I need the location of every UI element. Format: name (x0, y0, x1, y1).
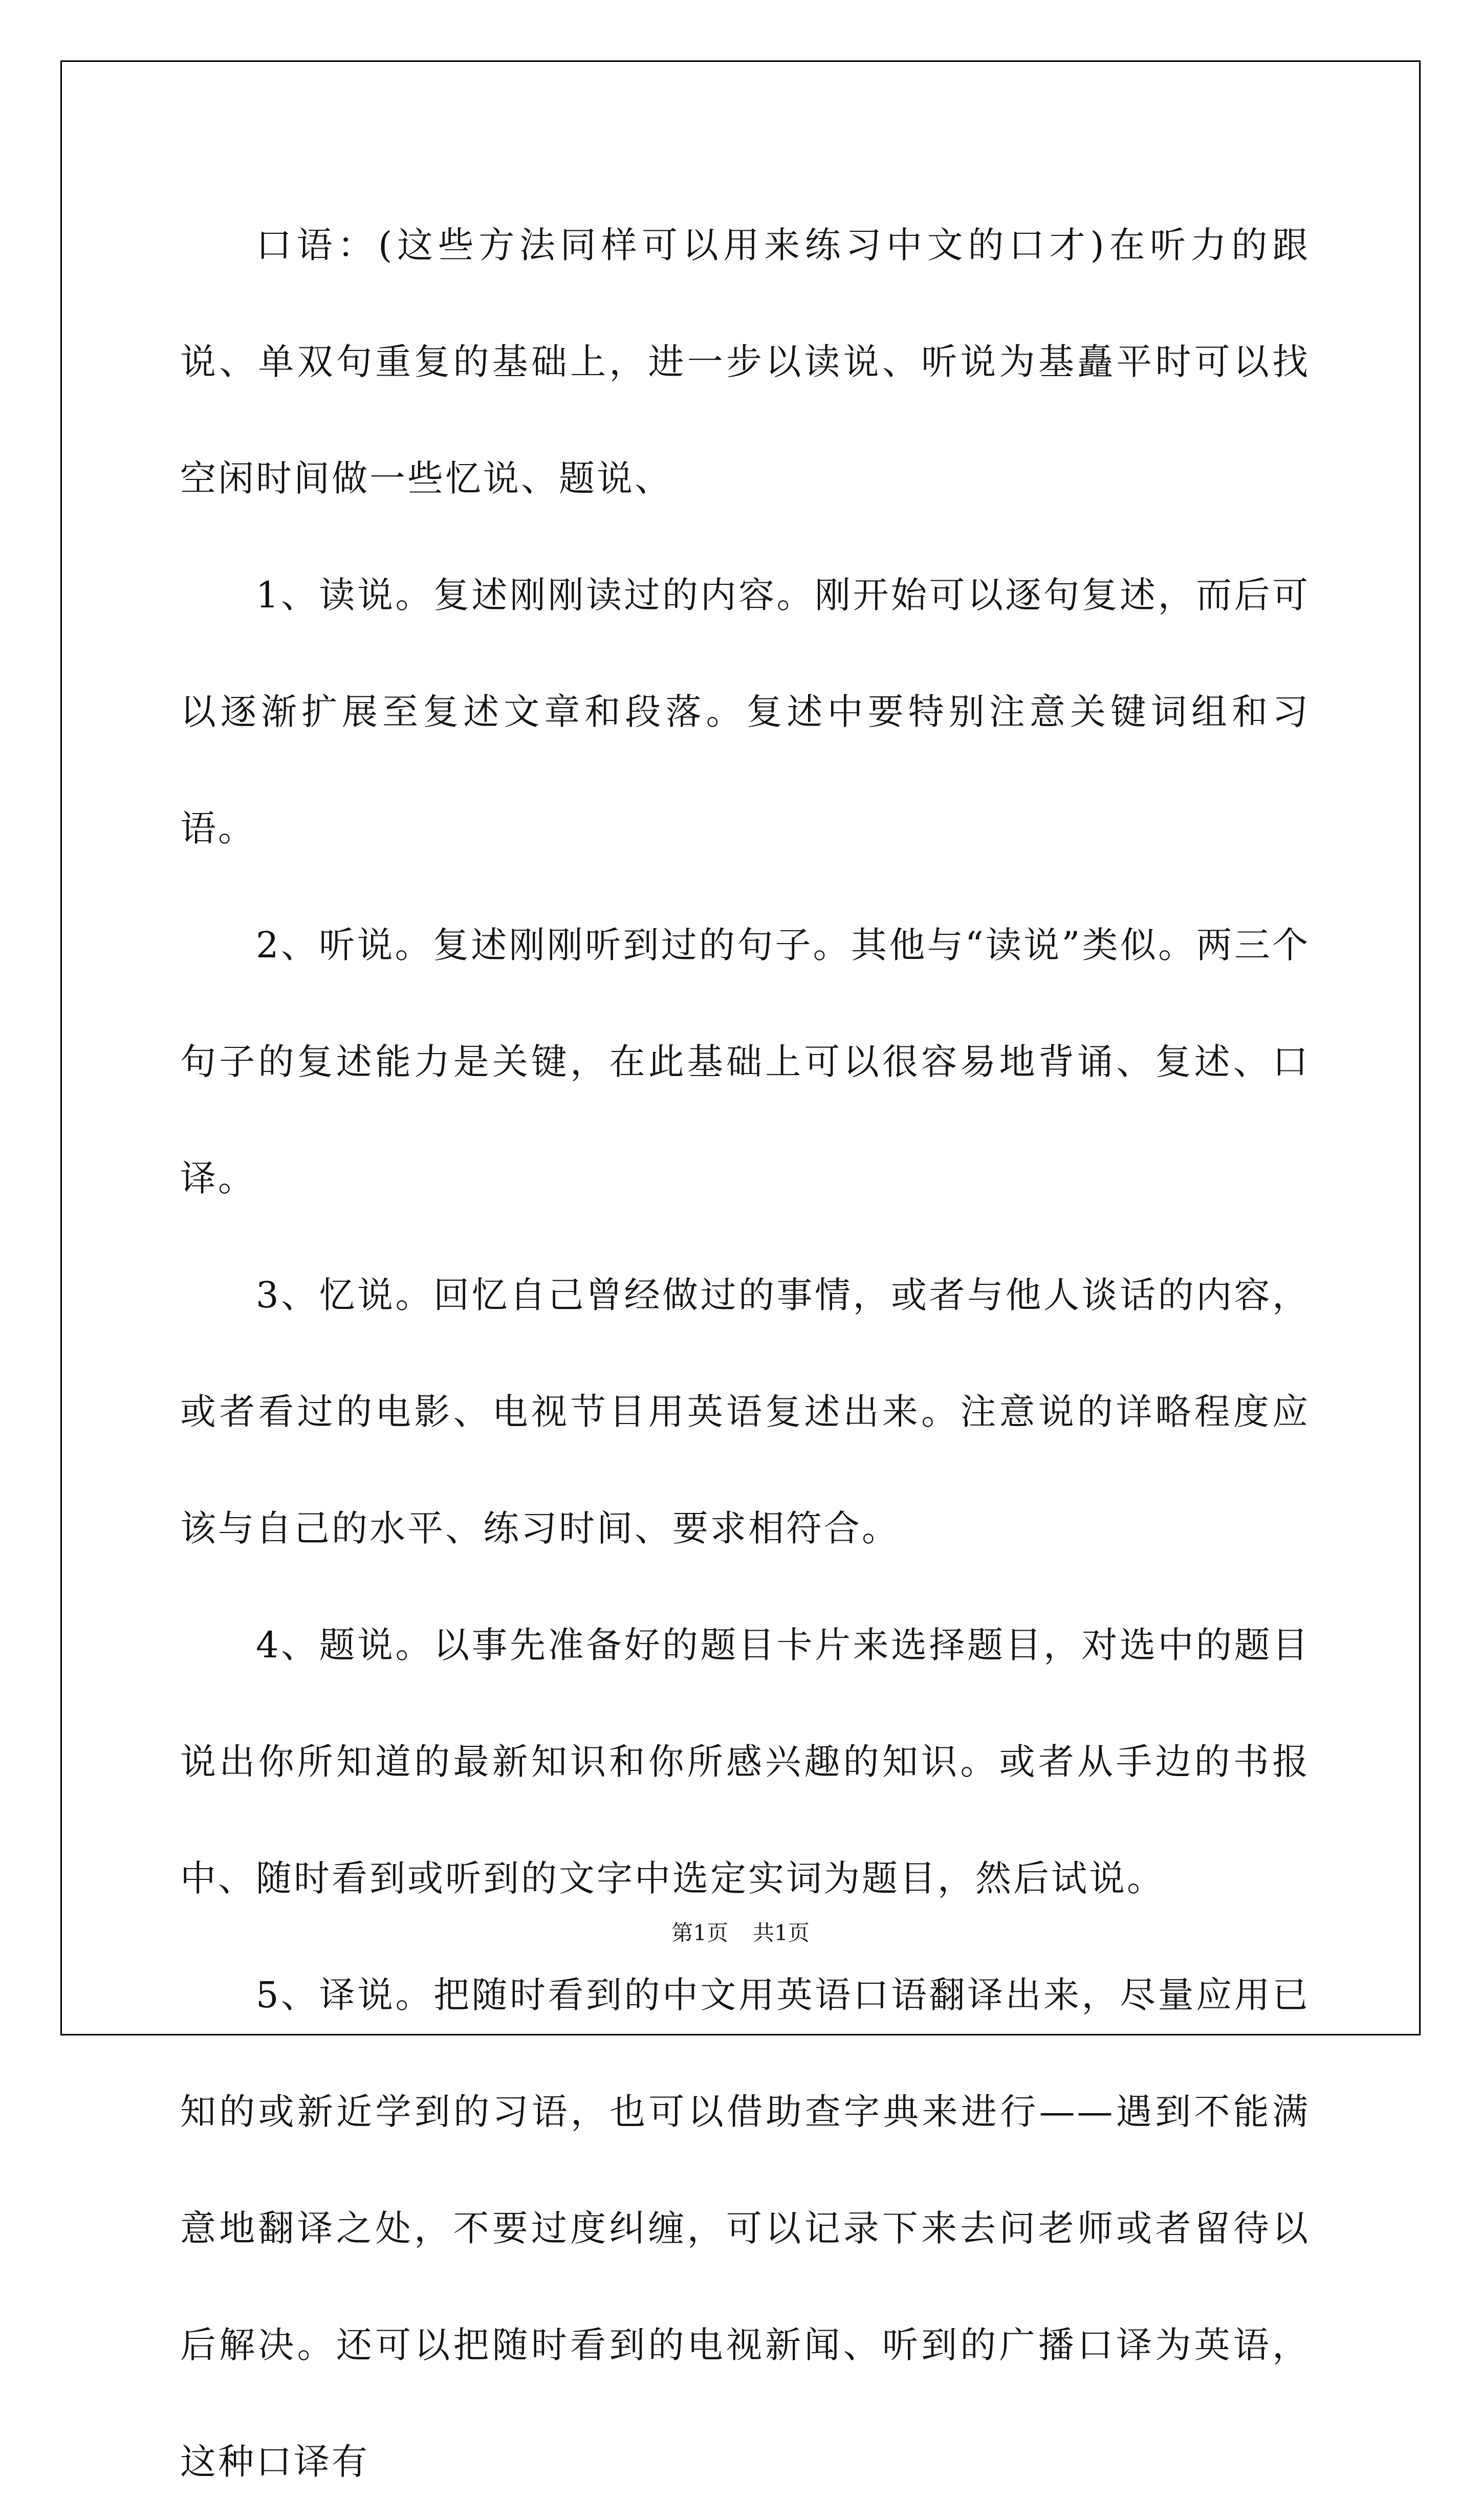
page-footer (0, 1916, 1481, 1947)
document-body (180, 187, 1310, 2520)
paragraph-read-speak: 1、读说。复述刚刚读过的内容。刚开始可以逐句复述，而后可以逐渐扩展至复述文章和段落。复述中要特别注意关键词组和习语。 (180, 574, 1310, 849)
page-current-label: 第1页 (671, 1920, 728, 1945)
paragraph-listen-speak: 2、听说。复述刚刚听到过的句子。其他与“读说”类似。两三个句子的复述能力是关键，在此基础上可以很容易地背诵、复述、口译。 (180, 924, 1310, 1199)
paragraph-recall-speak: 3、忆说。回忆自己曾经做过的事情，或者与他人谈话的内容，或者看过的电影、电视节目用英语复述出来。注意说的详略程度应该与自己的水平、练习时间、要求相符合。 (180, 1274, 1310, 1549)
paragraph-topic-speak: 4、题说。以事先准备好的题目卡片来选择题目，对选中的题目说出你所知道的最新知识和你所感兴趣的知识。或者从手边的书报中、随时看到或听到的文字中选定实词为题目，然后试说。 (180, 1624, 1310, 1899)
page-total-label: 共1页 (753, 1920, 810, 1945)
paragraph-translate-speak: 5、译说。把随时看到的中文用英语口语翻译出来，尽量应用已知的或新近学到的习语，也可以借助查字典来进行——遇到不能满意地翻译之处，不要过度纠缠，可以记录下来去问老师或者留待以后解决。还可以把随时看到的电视新闻、听到的广播口译为英语，这种口译有 (180, 1974, 1310, 2483)
paragraph-intro: 口语：(这些方法同样可以用来练习中文的口才)在听力的跟说、单双句重复的基础上，进一步以读说、听说为基矗平时可以找空闲时间做一些忆说、题说、 (180, 224, 1310, 499)
